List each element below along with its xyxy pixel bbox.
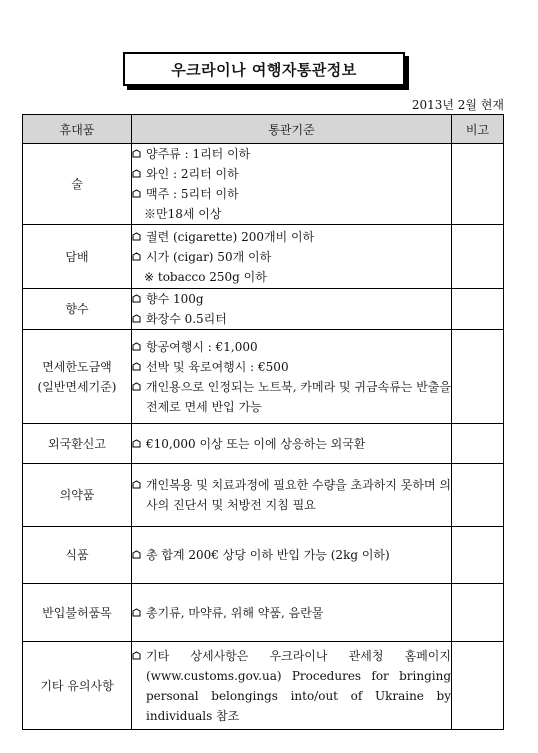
table-row	[23, 464, 504, 527]
list-item: 선박 및 육로여행시 : €500	[132, 357, 451, 377]
square-bullet-icon	[132, 164, 146, 184]
list-item: €10,000 이상 또는 이에 상응하는 외국환	[132, 434, 451, 454]
square-bullet-icon	[132, 434, 146, 454]
table-row	[23, 225, 504, 289]
list-item: 양주류 : 1리터 이하	[132, 144, 451, 164]
square-bullet-icon	[132, 545, 146, 565]
row-remarks	[452, 424, 504, 464]
list-item: 궐련 (cigarette) 200개비 이하	[132, 227, 451, 247]
list-item: 화장수 0.5리터	[132, 309, 451, 329]
list-item: 총기류, 마약류, 위해 약품, 음란물	[132, 603, 451, 623]
row-remarks	[452, 584, 504, 642]
row-criteria	[132, 289, 452, 330]
list-item: 개인복용 및 치료과정에 필요한 수량을 초과하지 못하며 의사의 진단서 및 처방전 지침 필요	[132, 475, 451, 515]
row-criteria	[132, 642, 452, 730]
table-row	[23, 289, 504, 330]
table-row	[23, 527, 504, 584]
square-bullet-icon	[132, 357, 146, 377]
document-title	[123, 52, 405, 86]
table-row	[23, 584, 504, 642]
row-remarks	[452, 330, 504, 424]
list-item: 개인용으로 인정되는 노트북, 카메라 및 귀금속류는 반출을 전제로 면세 반입 가능	[132, 377, 451, 417]
square-bullet-icon	[132, 247, 146, 267]
square-bullet-icon	[132, 475, 146, 515]
header-criteria: 통관기준	[132, 115, 452, 144]
row-remarks	[452, 144, 504, 225]
square-bullet-icon	[132, 227, 146, 247]
row-criteria	[132, 330, 452, 424]
row-criteria	[132, 144, 452, 225]
list-item: 와인 : 2리터 이하	[132, 164, 451, 184]
row-category: 의약품	[23, 464, 132, 527]
category-line: (일반면세기준)	[37, 379, 117, 394]
list-item: 향수 100g	[132, 289, 451, 309]
row-category: 외국환신고	[23, 424, 132, 464]
row-remarks	[452, 642, 504, 730]
list-item: 총 합계 200€ 상당 이하 반입 가능 (2kg 이하)	[132, 545, 451, 565]
square-bullet-icon	[132, 184, 146, 204]
list-item: 시가 (cigar) 50개 이하	[132, 247, 451, 267]
row-remarks	[452, 225, 504, 289]
note: ※만18세 이상	[144, 207, 222, 221]
document-title-text: 우크라이나 여행자통관정보	[171, 60, 357, 79]
square-bullet-icon	[132, 144, 146, 164]
row-category: 향수	[23, 289, 132, 330]
category-line: 면세한도금액	[42, 359, 112, 374]
table-row	[23, 424, 504, 464]
list-item: 기타 상세사항은 우크라이나 관세청 홈페이지 (www.customs.gov.ua) Procedures for bringing personal belongings into/out of Ukraine by individuals 참조	[132, 646, 451, 726]
square-bullet-icon	[132, 309, 146, 329]
table-row	[23, 144, 504, 225]
square-bullet-icon	[132, 646, 146, 726]
square-bullet-icon	[132, 289, 146, 309]
row-category: 반입불허품목	[23, 584, 132, 642]
list-item: 맥주 : 5리터 이하	[132, 184, 451, 204]
table-row	[23, 642, 504, 730]
square-bullet-icon	[132, 377, 146, 417]
row-remarks	[452, 527, 504, 584]
row-criteria	[132, 225, 452, 289]
row-remarks	[452, 464, 504, 527]
row-category: 식품	[23, 527, 132, 584]
row-criteria	[132, 584, 452, 642]
row-criteria	[132, 424, 452, 464]
customs-table	[22, 114, 504, 730]
header-items: 휴대품	[23, 115, 132, 144]
table-row	[23, 330, 504, 424]
note: ※ tobacco 250g 이하	[144, 269, 267, 284]
table-header-row	[23, 115, 504, 144]
header-remarks: 비고	[452, 115, 504, 144]
row-category: 담배	[23, 225, 132, 289]
row-category: 술	[23, 144, 132, 225]
list-item: 항공여행시 : €1,000	[132, 337, 451, 357]
document-date: 2013년 2월 현재	[411, 98, 504, 112]
row-criteria	[132, 527, 452, 584]
row-criteria	[132, 464, 452, 527]
row-category	[23, 330, 132, 424]
row-category: 기타 유의사항	[23, 642, 132, 730]
row-remarks	[452, 289, 504, 330]
square-bullet-icon	[132, 603, 146, 623]
square-bullet-icon	[132, 337, 146, 357]
